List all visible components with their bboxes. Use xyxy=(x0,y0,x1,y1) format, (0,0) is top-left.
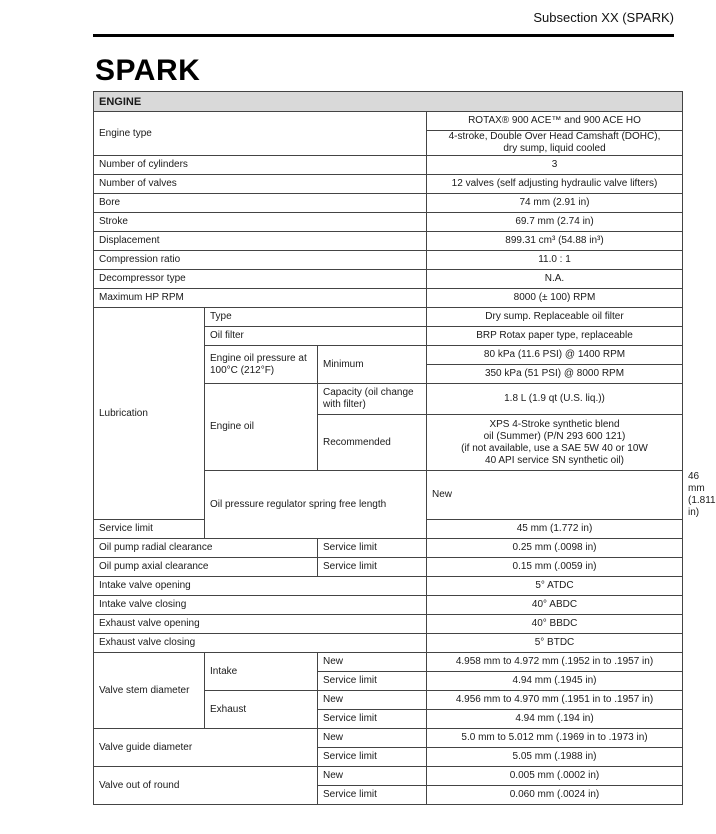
oil-filter-value: BRP Rotax paper type, replaceable xyxy=(427,327,683,346)
table-row xyxy=(94,577,683,596)
oil-pressure-label-line: Engine oil pressure at xyxy=(210,352,307,364)
regulator-new-label: New xyxy=(427,471,683,520)
row-value: 11.0 : 1 xyxy=(427,251,683,270)
round-new-label: New xyxy=(318,767,427,786)
stem-intake-service-value: 4.94 mm (.1945 in) xyxy=(427,672,683,691)
table-row xyxy=(94,270,683,289)
row-value: 8000 (± 100) RPM xyxy=(427,289,683,308)
stem-label: Valve stem diameter xyxy=(94,653,205,729)
section-header: ENGINE xyxy=(94,92,683,112)
guide-new-value: 5.0 mm to 5.012 mm (.1969 in to .1973 in) xyxy=(427,729,683,748)
row-value: 5° BTDC xyxy=(427,634,683,653)
row-label: Compression ratio xyxy=(94,251,427,270)
regulator-label: Oil pressure regulator spring free length xyxy=(205,471,427,539)
stem-exhaust-service-label: Service limit xyxy=(318,710,427,729)
engine-type-desc-line: 4-stroke, Double Over Head Camshaft (DOHC), xyxy=(448,131,661,142)
oil-pressure-label-line: 100°C (212°F) xyxy=(210,364,275,376)
stem-intake-new-value: 4.958 mm to 4.972 mm (.1952 in to .1957 in) xyxy=(427,653,683,672)
recommended-line: oil (Summer) (P/N 293 600 121) xyxy=(483,430,626,442)
recommended-value xyxy=(427,415,683,471)
table-row xyxy=(94,112,683,131)
recommended-line: (if not available, use a SAE 5W 40 or 10W xyxy=(461,442,648,454)
row-value: 40° BBDC xyxy=(427,615,683,634)
stem-intake-new-label: New xyxy=(318,653,427,672)
regulator-service-label: Service limit xyxy=(94,520,205,539)
guide-service-value: 5.05 mm (.1988 in) xyxy=(427,748,683,767)
table-row xyxy=(94,539,683,558)
row-value: N.A. xyxy=(427,270,683,289)
engine-type-description xyxy=(427,131,683,156)
table-row xyxy=(94,596,683,615)
engine-spec-table xyxy=(93,91,716,805)
capacity-label xyxy=(318,384,427,415)
table-row xyxy=(94,194,683,213)
page-title: SPARK xyxy=(95,54,201,87)
subsection-title: Subsection XX (SPARK) xyxy=(533,10,674,25)
row-label: Maximum HP RPM xyxy=(94,289,427,308)
row-label: Stroke xyxy=(94,213,427,232)
guide-label: Valve guide diameter xyxy=(94,729,318,767)
round-service-value: 0.060 mm (.0024 in) xyxy=(427,786,683,805)
table-row xyxy=(94,308,683,327)
recommended-line: XPS 4-Stroke synthetic blend xyxy=(489,418,620,430)
pump-radial-label: Oil pump radial clearance xyxy=(94,539,318,558)
lubrication-type-value: Dry sump. Replaceable oil filter xyxy=(427,308,683,327)
guide-service-label: Service limit xyxy=(318,748,427,767)
minimum-value: 350 kPa (51 PSI) @ 8000 RPM xyxy=(427,365,683,384)
engine-type-desc-line: dry sump, liquid cooled xyxy=(503,143,606,154)
row-label: Exhaust valve opening xyxy=(94,615,427,634)
row-value: 899.31 cm³ (54.88 in³) xyxy=(427,232,683,251)
round-label: Valve out of round xyxy=(94,767,318,805)
engine-type-label: Engine type xyxy=(94,112,427,156)
lubrication-type-label: Type xyxy=(205,308,427,327)
capacity-value: 1.8 L (1.9 qt (U.S. liq.)) xyxy=(427,384,683,415)
table-row xyxy=(94,232,683,251)
row-value: 12 valves (self adjusting hydraulic valve lifters) xyxy=(427,175,683,194)
table-row xyxy=(94,213,683,232)
recommended-line: 40 API service SN synthetic oil) xyxy=(485,454,624,466)
round-new-value: 0.005 mm (.0002 in) xyxy=(427,767,683,786)
table-row: Oil pressure regulator spring free length New 46 mm (1.811 in) xyxy=(94,471,683,520)
table-row xyxy=(94,251,683,270)
row-label: Decompressor type xyxy=(94,270,427,289)
row-label: Number of cylinders xyxy=(94,156,427,175)
stem-exhaust-service-value: 4.94 mm (.194 in) xyxy=(427,710,683,729)
oil-pressure-label xyxy=(205,346,318,384)
pump-axial-sub: Service limit xyxy=(318,558,427,577)
header-rule xyxy=(93,34,674,37)
table-row xyxy=(94,156,683,175)
engine-type-model: ROTAX® 900 ACE™ and 900 ACE HO xyxy=(427,112,683,131)
lubrication-label: Lubrication xyxy=(94,308,205,520)
stem-intake-service-label: Service limit xyxy=(318,672,427,691)
pump-axial-value: 0.15 mm (.0059 in) xyxy=(427,558,683,577)
row-value: 74 mm (2.91 in) xyxy=(427,194,683,213)
row-label: Bore xyxy=(94,194,427,213)
section-header-row xyxy=(94,92,683,112)
capacity-label-line: with filter) xyxy=(323,399,366,410)
row-label: Displacement xyxy=(94,232,427,251)
stem-exhaust-label: Exhaust xyxy=(205,691,318,729)
row-value: 3 xyxy=(427,156,683,175)
minimum-label: Minimum xyxy=(318,346,427,384)
table-row xyxy=(94,558,683,577)
row-value: 40° ABDC xyxy=(427,596,683,615)
table-row xyxy=(94,289,683,308)
table-row xyxy=(94,653,683,672)
recommended-label: Recommended xyxy=(318,415,427,471)
row-label: Intake valve closing xyxy=(94,596,427,615)
stem-exhaust-new-label: New xyxy=(318,691,427,710)
engine-oil-label: Engine oil xyxy=(205,384,318,471)
table-row xyxy=(94,634,683,653)
pump-radial-value: 0.25 mm (.0098 in) xyxy=(427,539,683,558)
round-service-label: Service limit xyxy=(318,786,427,805)
row-label: Intake valve opening xyxy=(94,577,427,596)
table-row xyxy=(94,615,683,634)
row-label: Exhaust valve closing xyxy=(94,634,427,653)
table-row xyxy=(94,729,683,748)
row-value: 5° ATDC xyxy=(427,577,683,596)
row-label: Number of valves xyxy=(94,175,427,194)
oil-filter-label: Oil filter xyxy=(205,327,427,346)
minimum-value: 80 kPa (11.6 PSI) @ 1400 RPM xyxy=(427,346,683,365)
regulator-service-value: 45 mm (1.772 in) xyxy=(427,520,683,539)
capacity-label-line: Capacity (oil change xyxy=(323,387,414,398)
row-value: 69.7 mm (2.74 in) xyxy=(427,213,683,232)
guide-new-label: New xyxy=(318,729,427,748)
table-row xyxy=(94,767,683,786)
pump-radial-sub: Service limit xyxy=(318,539,427,558)
table-row xyxy=(94,175,683,194)
pump-axial-label: Oil pump axial clearance xyxy=(94,558,318,577)
stem-exhaust-new-value: 4.956 mm to 4.970 mm (.1951 in to .1957 in) xyxy=(427,691,683,710)
stem-intake-label: Intake xyxy=(205,653,318,691)
